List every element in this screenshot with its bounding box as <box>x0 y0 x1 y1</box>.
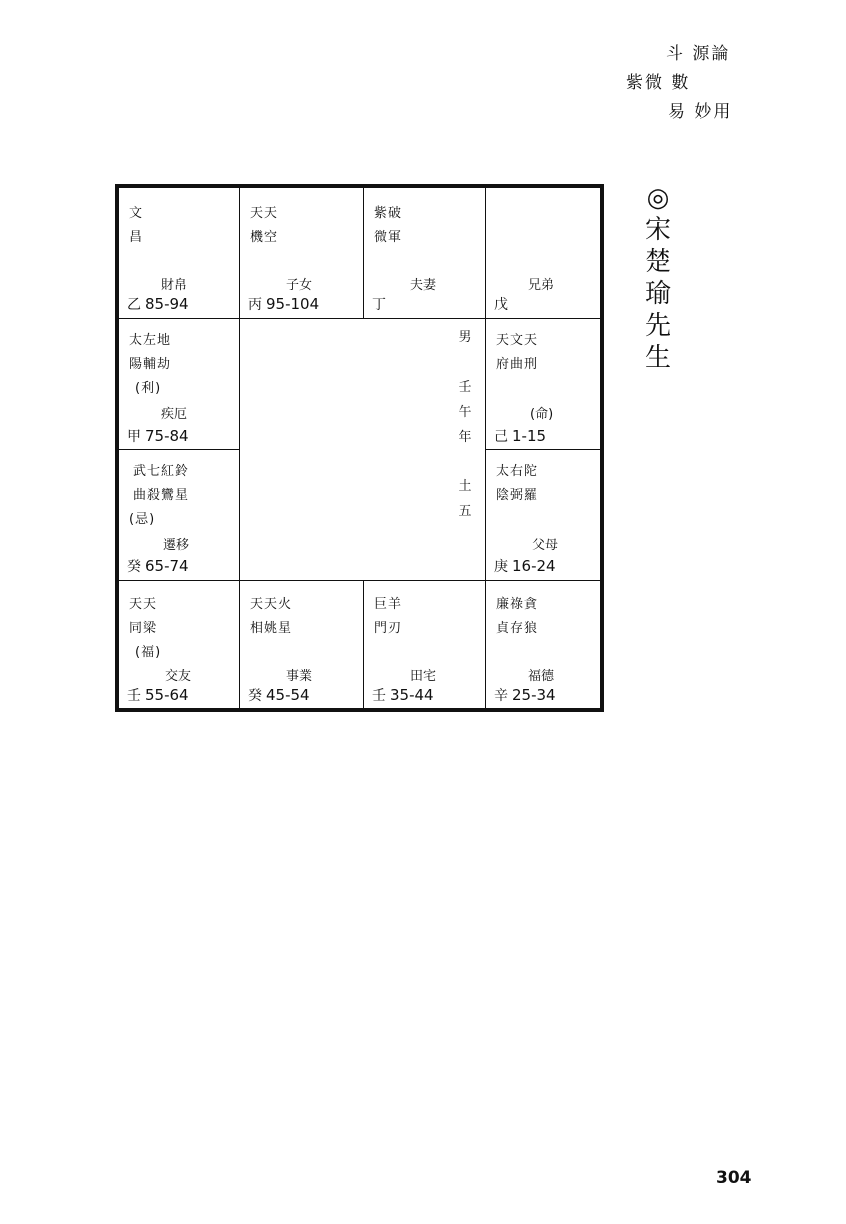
palace-name: 夫妻 <box>410 278 437 293</box>
center-info-col1 <box>458 325 472 450</box>
palace-fu-qi <box>363 187 486 319</box>
stem: 甲 <box>127 429 141 445</box>
palace-qian-yi <box>118 449 240 581</box>
palace-name: 事業 <box>286 669 313 684</box>
age-range: 55-64 <box>145 686 189 704</box>
palace-name: 遷移 <box>163 538 190 553</box>
palace-name: 父母 <box>532 538 559 553</box>
page-number: 304 <box>716 1168 752 1188</box>
header-line-2: 紫微 數 <box>626 73 691 93</box>
center-char: 午 <box>458 405 472 420</box>
age-range: 35-44 <box>390 686 434 704</box>
palace-name: 子女 <box>286 278 313 293</box>
star-line: 太左地 <box>129 333 172 348</box>
palace-ji-e <box>118 318 240 450</box>
star-line: 貞存狼 <box>496 621 539 636</box>
palace-fu-mu <box>485 449 601 581</box>
header-line-1: 斗 源論 <box>666 44 731 64</box>
star-line: 天天 <box>250 206 279 221</box>
star-line: 昌 <box>129 230 144 245</box>
star-line: 微軍 <box>374 230 403 245</box>
stem: 壬 <box>127 688 141 704</box>
stem: 癸 <box>248 688 262 704</box>
stem: 乙 <box>127 297 141 313</box>
center-char: 壬 <box>458 380 472 395</box>
age-range: 65-74 <box>145 557 189 575</box>
palace-name: 福德 <box>528 669 555 684</box>
center-char: 年 <box>458 430 472 445</box>
title-char: 先 <box>644 311 671 341</box>
star-line: 機空 <box>250 230 279 245</box>
ziwei-chart <box>115 184 604 712</box>
title-char: ◎ <box>646 183 670 213</box>
star-line: 陽輔劫 <box>129 357 172 372</box>
stem: 丙 <box>248 297 262 313</box>
star-line: 門刃 <box>374 621 403 636</box>
star-line: 天文天 <box>496 333 539 348</box>
title-char: 瑜 <box>644 279 671 309</box>
star-line: (福) <box>135 645 162 660</box>
age-range: 1-15 <box>512 427 547 445</box>
star-line: (忌) <box>129 512 156 527</box>
palace-name: 財帛 <box>161 278 188 293</box>
stem: 丁 <box>372 297 386 313</box>
star-line: 陰弼羅 <box>496 488 539 503</box>
palace-name: 兄弟 <box>528 278 555 293</box>
stem: 壬 <box>372 688 386 704</box>
stem: 辛 <box>494 688 508 704</box>
age-range: 45-54 <box>266 686 310 704</box>
header-line-3: 易 妙用 <box>668 102 733 122</box>
palace-name: 田宅 <box>410 669 437 684</box>
palace-cai-bo <box>118 187 240 319</box>
center-char <box>458 350 472 375</box>
palace-fu-de <box>485 580 601 709</box>
palace-ming <box>485 318 601 450</box>
palace-name: (命) <box>530 407 554 422</box>
center-info-col2 <box>458 474 472 524</box>
palace-name: 疾厄 <box>161 407 188 422</box>
stem: 庚 <box>494 559 508 575</box>
title-char: 宋 <box>644 215 671 245</box>
star-line: 廉祿貪 <box>496 597 539 612</box>
title-char: 生 <box>644 343 671 373</box>
palace-shi-ye <box>239 580 364 709</box>
age-range: 25-34 <box>512 686 556 704</box>
age-range: 75-84 <box>145 427 189 445</box>
star-line: (利) <box>135 381 162 396</box>
palace-zi-nv <box>239 187 364 319</box>
stem: 癸 <box>127 559 141 575</box>
star-line: 相姚星 <box>250 621 293 636</box>
palace-name: 交友 <box>165 669 192 684</box>
palace-jiao-you <box>118 580 240 709</box>
star-line: 天天火 <box>250 597 293 612</box>
star-line: 太右陀 <box>496 464 539 479</box>
star-line: 文 <box>129 206 144 221</box>
star-line: 天天 <box>129 597 158 612</box>
palace-xiong-di <box>485 187 601 319</box>
center-char: 五 <box>458 504 472 519</box>
title-char: 楚 <box>644 247 671 277</box>
star-line: 武七紅鈴 <box>133 464 190 479</box>
star-line: 同梁 <box>129 621 158 636</box>
vertical-title <box>643 182 673 374</box>
palace-tian-zhai <box>363 580 486 709</box>
star-line: 紫破 <box>374 206 403 221</box>
star-line: 巨羊 <box>374 597 403 612</box>
age-range: 85-94 <box>145 295 189 313</box>
center-char: 土 <box>458 479 472 494</box>
star-line: 府曲刑 <box>496 357 539 372</box>
stem: 戊 <box>494 297 508 313</box>
age-range: 95-104 <box>266 295 320 313</box>
stem: 己 <box>494 429 508 445</box>
center-char: 男 <box>458 330 472 345</box>
age-range: 16-24 <box>512 557 556 575</box>
star-line: 曲殺鸞星 <box>133 488 190 503</box>
